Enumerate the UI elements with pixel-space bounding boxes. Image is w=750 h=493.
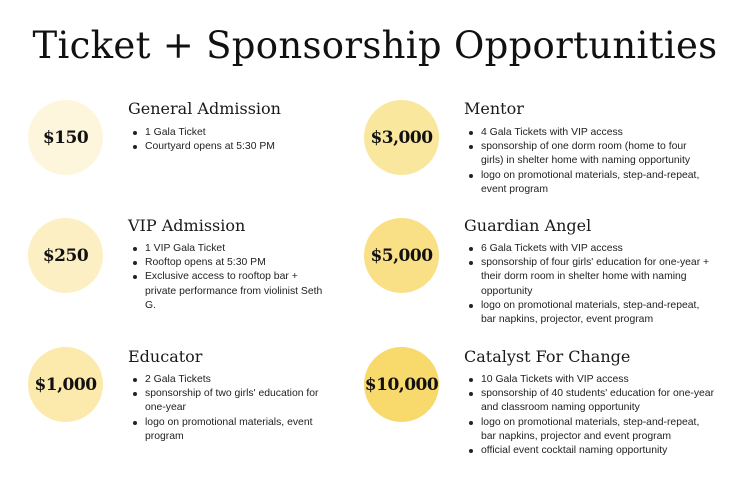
benefit-item: sponsorship of two girls' education for one-year <box>130 387 330 415</box>
tier-name: Mentor <box>464 99 524 118</box>
benefit-item: logo on promotional materials, event program <box>130 416 330 444</box>
price-badge: $3,000 <box>364 100 439 175</box>
benefit-item: Exclusive access to rooftop bar + private performance from violinist Seth G. <box>130 270 325 313</box>
benefits-list <box>130 373 330 444</box>
price-badge: $150 <box>28 100 103 175</box>
price-badge: $10,000 <box>364 347 439 422</box>
benefits-list <box>466 126 711 197</box>
price-badge: $1,000 <box>28 347 103 422</box>
benefit-item: Courtyard opens at 5:30 PM <box>130 140 330 154</box>
tier-name: Catalyst For Change <box>464 347 631 366</box>
benefits-list <box>466 242 711 327</box>
benefits-list <box>130 126 330 154</box>
benefit-item: official event cocktail naming opportunity <box>466 444 716 458</box>
tier-name: VIP Admission <box>128 216 246 235</box>
price-badge: $250 <box>28 218 103 293</box>
tier-name: Guardian Angel <box>464 216 592 235</box>
benefit-item: 1 Gala Ticket <box>130 126 330 140</box>
benefits-list <box>466 373 716 458</box>
benefit-item: sponsorship of four girls' education for one-year + their dorm room in shelter home with naming opportunity <box>466 256 711 299</box>
benefit-item: 10 Gala Tickets with VIP access <box>466 373 716 387</box>
benefit-item: logo on promotional materials, step-and-repeat, bar napkins, projector and event program <box>466 416 716 444</box>
benefits-list <box>130 242 325 313</box>
benefit-item: 2 Gala Tickets <box>130 373 330 387</box>
benefit-item: 1 VIP Gala Ticket <box>130 242 325 256</box>
benefit-item: Rooftop opens at 5:30 PM <box>130 256 325 270</box>
benefit-item: sponsorship of 40 students' education for one-year and classroom naming opportunity <box>466 387 716 415</box>
benefit-item: 6 Gala Tickets with VIP access <box>466 242 711 256</box>
tier-name: Educator <box>128 347 203 366</box>
tier-name: General Admission <box>128 99 281 118</box>
benefit-item: sponsorship of one dorm room (home to four girls) in shelter home with naming opportunity <box>466 140 711 168</box>
page-title: Ticket + Sponsorship Opportunities <box>32 24 718 67</box>
benefit-item: logo on promotional materials, step-and-repeat, event program <box>466 169 711 197</box>
price-badge: $5,000 <box>364 218 439 293</box>
benefit-item: logo on promotional materials, step-and-repeat, bar napkins, projector, event program <box>466 299 711 327</box>
benefit-item: 4 Gala Tickets with VIP access <box>466 126 711 140</box>
